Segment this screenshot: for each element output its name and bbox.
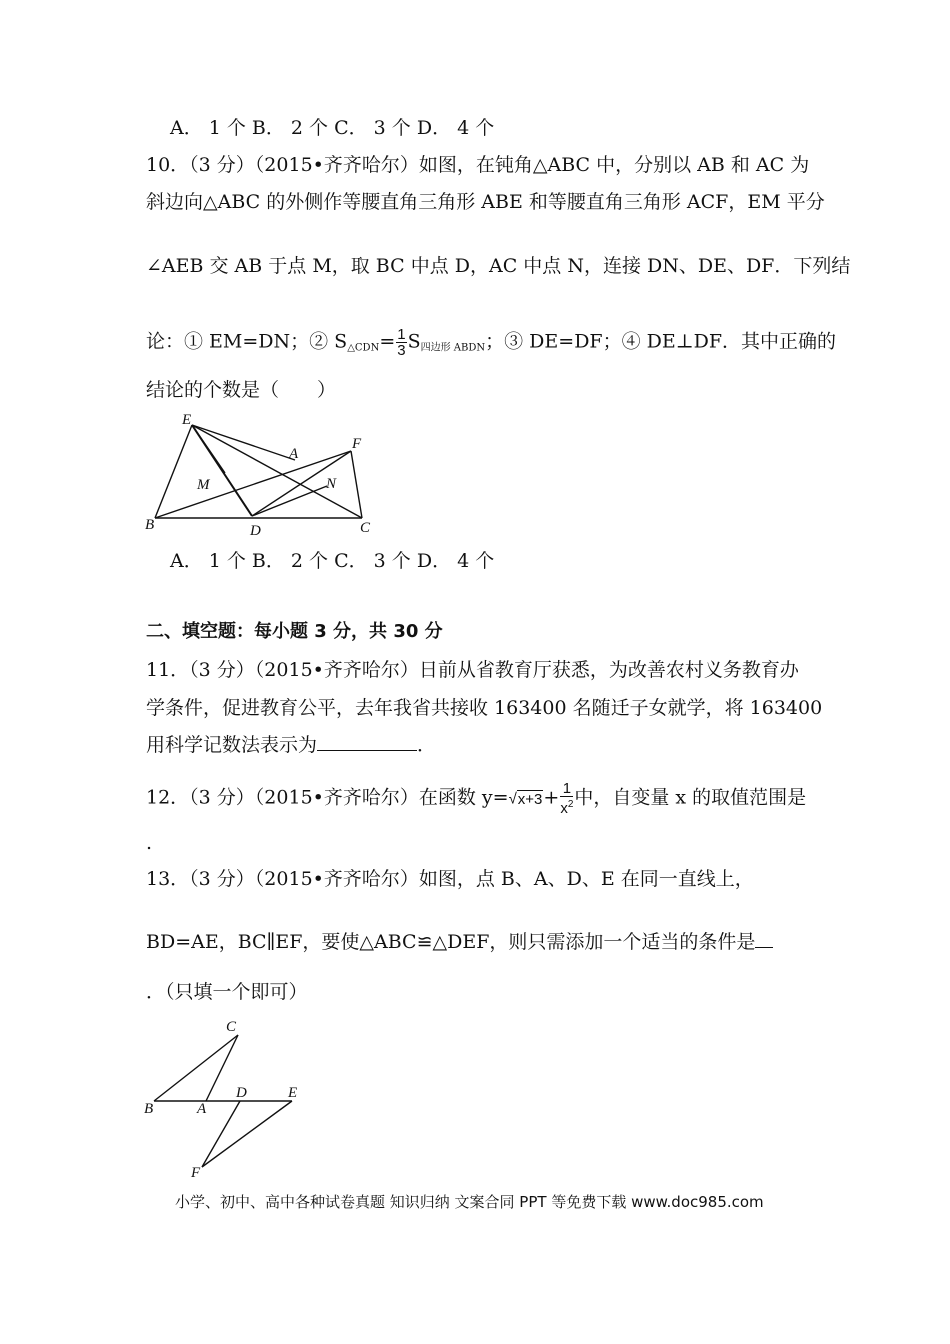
- seg-EM: [192, 425, 225, 473]
- q12-line1: [146, 781, 806, 816]
- seg-EC: [192, 425, 362, 518]
- q13-line3: ．（只填一个即可）: [146, 981, 308, 1003]
- q13-line2: [146, 930, 773, 954]
- q10-frac-den: 3: [397, 342, 406, 359]
- label-M: M: [197, 477, 210, 493]
- seg-EF: [202, 1101, 292, 1167]
- label-B: B: [144, 1101, 154, 1117]
- q12-fraction: [560, 781, 573, 816]
- q11-answer-blank[interactable]: [317, 750, 417, 751]
- q11-line3: [146, 733, 436, 757]
- q12-plus: +: [543, 786, 560, 809]
- label-E: E: [288, 1085, 298, 1101]
- seg-BF: [155, 451, 351, 518]
- q12-suffix: 中，自变量 x 的取值范围是: [574, 786, 807, 809]
- q11-line1: 11．（3 分）（2015•齐齐哈尔）日前从省教育厅获悉，为改善农村义务教育办: [146, 659, 799, 681]
- q10-sub-abdn: 四边形 ABDN: [420, 342, 486, 354]
- label-A: A: [289, 446, 299, 462]
- q10-fraction: [396, 327, 406, 358]
- label-D: D: [236, 1085, 247, 1101]
- label-B: B: [145, 517, 155, 533]
- label-F: F: [191, 1165, 201, 1181]
- label-N: N: [326, 476, 337, 492]
- q10-line4-b: ；③ DE=DF；④ DE⊥DF．其中正确的: [485, 330, 837, 353]
- q13-line2-text: BD=AE，BC∥EF，要使△ABC≌△DEF，则只需添加一个适当的条件是: [146, 931, 756, 953]
- q12-frac-den: [560, 797, 573, 816]
- q9-options: A． 1 个 B． 2 个 C． 3 个 D． 4 个: [170, 117, 495, 139]
- label-F: F: [352, 436, 362, 452]
- q11-line3-end: ．: [417, 734, 437, 756]
- seg-EB: [155, 425, 192, 518]
- seg-FC: [351, 451, 362, 518]
- seg-DF: [202, 1101, 240, 1167]
- q10-line1: 10．（3 分）（2015•齐齐哈尔）如图，在钝角△ABC 中，分别以 AB 和 AC 为: [146, 154, 810, 176]
- q10-eq: =: [379, 330, 396, 353]
- q10-line2: 斜边向△ABC 的外侧作等腰直角三角形 ABE 和等腰直角三角形 ACF，EM 平分: [146, 191, 825, 213]
- seg-CA: [206, 1035, 238, 1101]
- seg-EA: [192, 425, 295, 460]
- q13-figure: [140, 1015, 310, 1185]
- q13-line1: 13．（3 分）（2015•齐齐哈尔）如图，点 B、A、D、E 在同一直线上，: [146, 868, 754, 890]
- q12-line2: .: [146, 832, 153, 854]
- q12-exponent: 2: [567, 799, 574, 810]
- q12-prefix: 12．（3 分）（2015•齐齐哈尔）在函数 y=: [146, 786, 509, 809]
- seg-BC: [154, 1035, 238, 1101]
- footer: 小学、初中、高中各种试卷真题 知识归纳 文案合同 PPT 等免费下载 www.doc985.com: [175, 1193, 764, 1211]
- q12-frac-num: 1: [560, 781, 573, 797]
- q12-sqrt: √x+3: [508, 790, 543, 808]
- q13-answer-blank[interactable]: [755, 947, 773, 948]
- seg-DF: [252, 451, 351, 516]
- q10-options: A． 1 个 B． 2 个 C． 3 个 D． 4 个: [170, 550, 495, 572]
- q12-den-x: x: [560, 800, 568, 817]
- label-D: D: [250, 523, 261, 539]
- label-E: E: [182, 412, 192, 428]
- q10-sub-cdn: △CDN: [347, 342, 380, 354]
- label-C: C: [360, 520, 371, 536]
- q10-line5: 结论的个数是（ ）: [146, 379, 337, 401]
- q11-line3-text: 用科学记数法表示为: [146, 734, 318, 756]
- q11-line2: 学条件，促进教育公平，去年我省共接收 163400 名随迁子女就学，将 163400: [146, 697, 823, 719]
- q12-radicand: x+3: [517, 790, 543, 808]
- label-C: C: [226, 1019, 237, 1035]
- seg-DN: [252, 486, 327, 516]
- q10-line4-a: 论：① EM=DN；② S: [146, 330, 348, 353]
- label-A: A: [197, 1101, 207, 1117]
- q10-figure: [140, 408, 380, 543]
- q10-frac-num: 1: [397, 326, 406, 343]
- q10-line3: ∠AEB 交 AB 于点 M，取 BC 中点 D，AC 中点 N，连接 DN、DE、DF．下列结: [146, 255, 851, 277]
- section-heading: 二、填空题：每小题 3 分，共 30 分: [146, 621, 443, 642]
- q10-s: S: [407, 330, 421, 353]
- q10-line4: [146, 327, 836, 361]
